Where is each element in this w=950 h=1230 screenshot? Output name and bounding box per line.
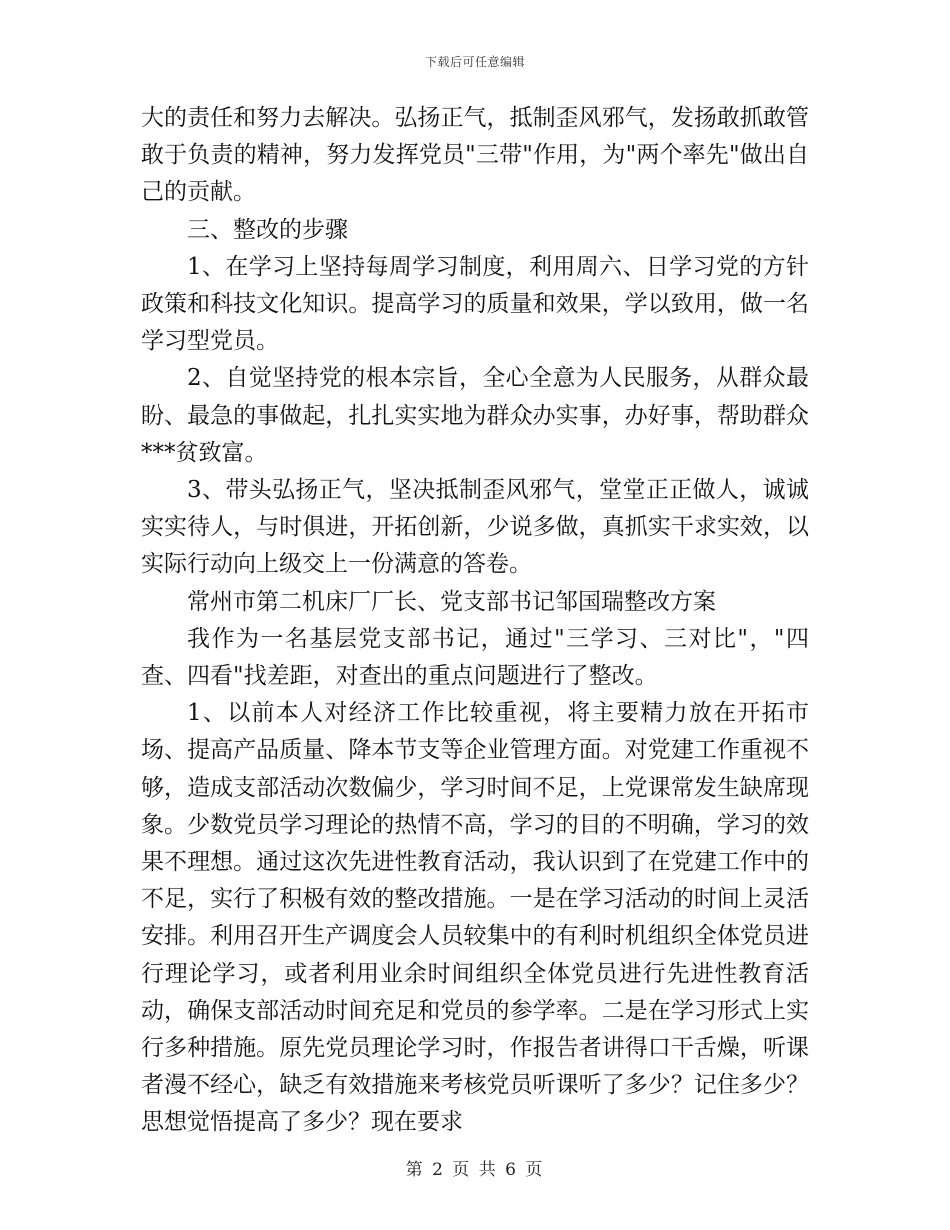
paragraph-continuation: 大的责任和努力去解决。弘扬正气，抵制歪风邪气，发扬敢抓敢管敢于负责的精神，努力发挥党员"三带"作用，为"两个率先"做出自己的贡献。 [141, 105, 809, 206]
paragraph-step-1: 1、在学习上坚持每周学习制度，利用周六、日学习党的方针政策和科技文化知识。提高学习的质量和效果，学以致用，做一名学习型党员。 [141, 253, 809, 355]
paragraph-intro: 我作为一名基层党支部书记，通过"三学习、三对比"，"四查、四看"找差距，对查出的重点问题进行了整改。 [141, 625, 809, 690]
paragraph-step-3: 3、带头弘扬正气，坚决抵制歪风邪气，堂堂正正做人，诚诚实实待人，与时俱进，开拓创新，少说多做，真抓实干求实效，以实际行动向上级交上一份满意的答卷。 [141, 477, 809, 578]
section-heading-steps: 三、整改的步骤 [187, 216, 348, 243]
paragraph-item-1: 1、以前本人对经济工作比较重视，将主要精力放在开拓市场、提高产品质量、降本节支等企业管理方面。对党建工作重视不够，造成支部活动次数偏少，学习时间不足，上党课常发生缺席现象。少数党员学习理论的热情不高，学习的目的不明确，学习的效果不理想。通过这次先进性教育活动，我认识到了在党建工作中的不足，实行了积极有效的整改措施。一是在学习活动的时间上灵活安排。利用召开生产调度会人员较集中的有利时机组织全体党员进行理论学习，或者利用业余时间组织全体党员进行先进性教育活动，确保支部活动时间充足和党员的参学率。二是在学习形式上实行多种措施。原先党员理论学习时，作报告者讲得口干舌燥，听课者漫不经心，缺乏有效措施来考核党员听课听了多少？记住多少？思想觉悟提高了多少？现在要求 [141, 700, 809, 1136]
document-body [141, 100, 809, 1142]
page-footer: 第 2 页 共 6 页 [405, 1160, 545, 1180]
paragraph-step-2: 2、自觉坚持党的根本宗旨，全心全意为人民服务，从群众最盼、最急的事做起，扎扎实实地为群众办实事，办好事，帮助群众***贫致富。 [141, 365, 809, 466]
page-header: 下载后可任意编辑 [424, 55, 525, 69]
section-title-plan: 常州市第二机床厂厂长、党支部书记邹国瑞整改方案 [187, 588, 716, 615]
